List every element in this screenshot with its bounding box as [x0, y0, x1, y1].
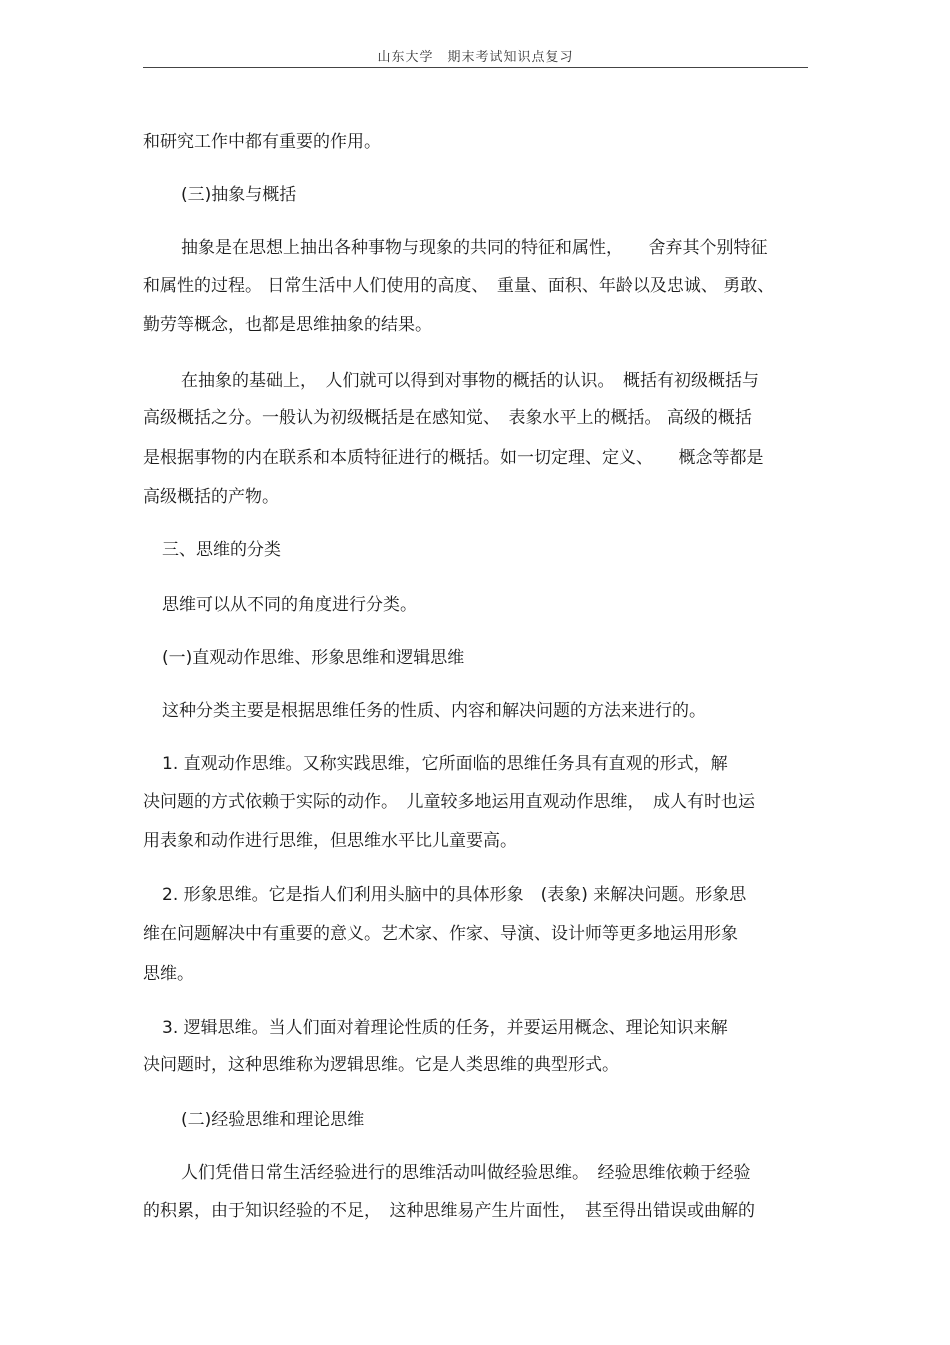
section-heading: (三)抽象与概括: [181, 185, 297, 205]
text-line: 决问题的方式依赖于实际的动作。 儿童较多地运用直观动作思维， 成人有时也运: [143, 792, 755, 812]
text-line: 和研究工作中都有重要的作用。: [143, 132, 381, 152]
section-heading: (一)直观动作思维、形象思维和逻辑思维: [162, 648, 465, 668]
text-line: 决问题时，这种思维称为逻辑思维。它是人类思维的典型形式。: [143, 1055, 619, 1075]
page-header: 山东大学 期末考试知识点复习: [377, 50, 574, 65]
text-line: 用表象和动作进行思维，但思维水平比儿童要高。: [143, 831, 517, 851]
text-line: 思维可以从不同的角度进行分类。: [162, 595, 417, 615]
list-item: 2. 形象思维。它是指人们利用头脑中的具体形象 (表象) 来解决问题。形象思: [162, 885, 747, 905]
text-line: 和属性的过程。 日常生活中人们使用的高度、 重量、面积、年龄以及忠诚、 勇敢、: [143, 276, 775, 296]
text-line: 抽象是在思想上抽出各种事物与现象的共同的特征和属性， 舍弃其个别特征: [181, 238, 768, 258]
header-divider: [143, 67, 808, 68]
text-line: 思维。: [143, 964, 194, 984]
section-heading: (二)经验思维和理论思维: [181, 1110, 365, 1130]
text-line: 是根据事物的内在联系和本质特征进行的概括。如一切定理、定义、 概念等都是: [143, 448, 764, 468]
section-heading: 三、思维的分类: [162, 540, 281, 560]
text-line: 人们凭借日常生活经验进行的思维活动叫做经验思维。 经验思维依赖于经验: [181, 1163, 751, 1183]
text-line: 勤劳等概念，也都是思维抽象的结果。: [143, 315, 432, 335]
list-item: 3. 逻辑思维。当人们面对着理论性质的任务，并要运用概念、理论知识来解: [162, 1018, 728, 1038]
text-line: 维在问题解决中有重要的意义。艺术家、作家、导演、设计师等更多地运用形象: [143, 924, 738, 944]
text-line: 在抽象的基础上， 人们就可以得到对事物的概括的认识。 概括有初级概括与: [181, 371, 759, 391]
text-line: 高级概括之分。一般认为初级概括是在感知觉、 表象水平上的概括。 高级的概括: [143, 408, 752, 428]
text-line: 高级概括的产物。: [143, 487, 279, 507]
text-line: 这种分类主要是根据思维任务的性质、内容和解决问题的方法来进行的。: [162, 701, 706, 721]
text-line: 的积累，由于知识经验的不足， 这种思维易产生片面性， 甚至得出错误或曲解的: [143, 1201, 755, 1221]
list-item: 1. 直观动作思维。又称实践思维，它所面临的思维任务具有直观的形式，解: [162, 754, 728, 774]
